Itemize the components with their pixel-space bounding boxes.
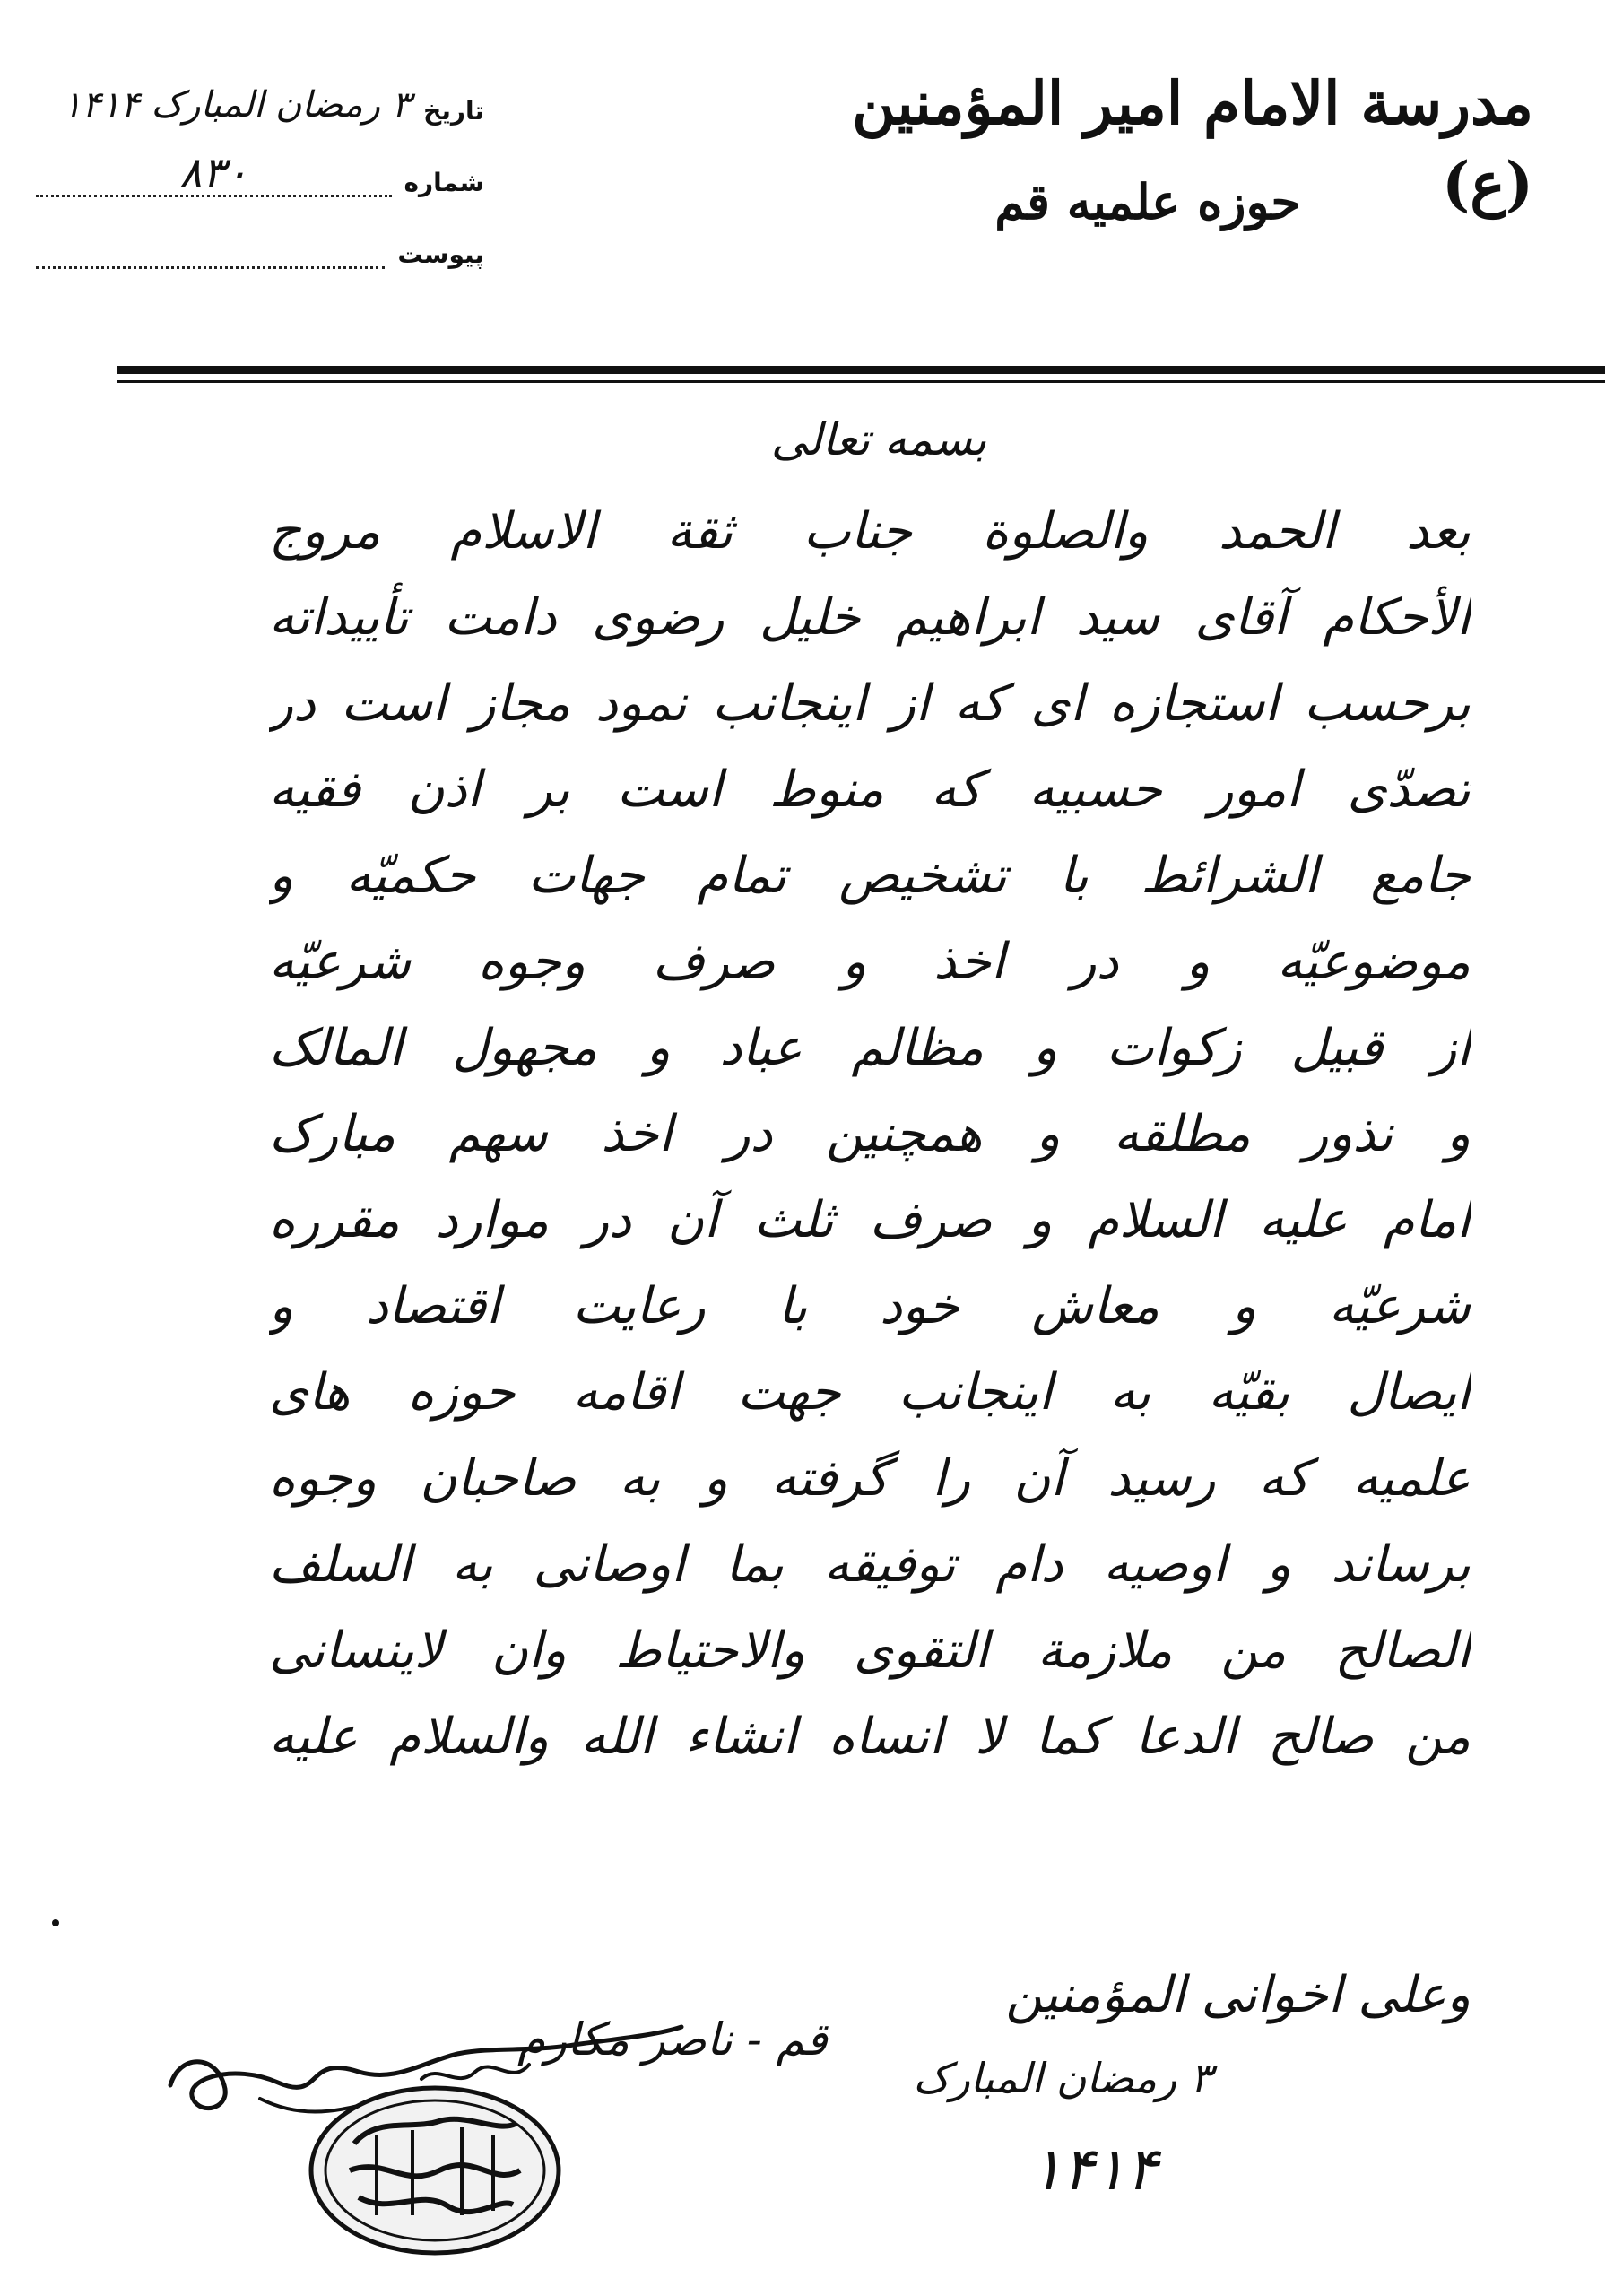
school-name: مدرسة الامام امیر المؤمنین (ع) (852, 68, 1533, 219)
seminary-subtitle: حوزه علمیه قم (994, 173, 1301, 230)
ink-speck (52, 1919, 59, 1926)
body-line: برساند و اوصیه دام توفیقه بما اوصانی به السلف (269, 1535, 1471, 1594)
invocation: بسمه تعالی (770, 413, 987, 465)
date-row (36, 54, 484, 126)
closing-line: وعلی اخوانی المؤمنین (1005, 1966, 1471, 2024)
letter-body (269, 489, 1471, 1780)
number-value: ۸۳۰ (36, 155, 392, 197)
header-divider-thin (117, 380, 1605, 383)
letter-meta (36, 54, 484, 269)
body-line: الأحکام آقای سید ابراهیم خلیل رضوی دامت تأییداته (269, 588, 1471, 647)
body-line: ایصال بقیّه به اینجانب جهت اقامه حوزه های (269, 1363, 1471, 1422)
body-line: من صالح الدعا کما لا انساه انشاء الله والسلام علیه (269, 1708, 1471, 1766)
signature-date: ۳ رمضان المبارک (913, 2054, 1212, 2102)
body-line: و نذور مطلقه و همچنین در اخذ سهم مبارک (269, 1105, 1471, 1163)
body-line: الصالح من ملازمة التقوی والاحتیاط وان لاینسانی (269, 1622, 1471, 1680)
number-label: شماره (404, 168, 484, 197)
body-line: برحسب استجازه ای که از اینجانب نمود مجاز است در (269, 674, 1471, 733)
date-label: تاریخ (423, 96, 484, 126)
body-line: بعد الحمد والصلوة جناب ثقة الاسلام مروج (269, 502, 1471, 561)
attachment-value (36, 227, 385, 269)
body-line: تصدّی امور حسبیه که منوط است بر اذن فقیه (269, 761, 1471, 819)
body-line: موضوعیّه و در اخذ و صرف وجوه شرعیّه (269, 933, 1471, 991)
number-row (36, 126, 484, 197)
official-seal (305, 2081, 565, 2260)
signature-year: ۱۴۱۴ (1030, 2135, 1158, 2204)
body-line: امام علیه السلام و صرف ثلث آن در موارد مقرره (269, 1191, 1471, 1249)
date-value: ۳ رمضان المبارک ۱۴۱۴ (62, 84, 412, 126)
attachment-row (36, 197, 484, 269)
header-divider-thick (117, 366, 1605, 374)
body-line: شرعیّه و معاش خود با رعایت اقتصاد و (269, 1277, 1471, 1335)
body-line: جامع الشرائط با تشخیص تمام جهات حکمیّه و (269, 847, 1471, 905)
signature-name: قم - ناصر مکارم (517, 2013, 828, 2066)
seal-stamp-icon (305, 2081, 565, 2260)
attachment-label: پیوست (397, 239, 484, 269)
body-line: از قبیل زکوات و مظالم عباد و مجهول المالک (269, 1019, 1471, 1077)
body-line: علمیه که رسید آن را گرفته و به صاحبان وجوه (269, 1449, 1471, 1508)
